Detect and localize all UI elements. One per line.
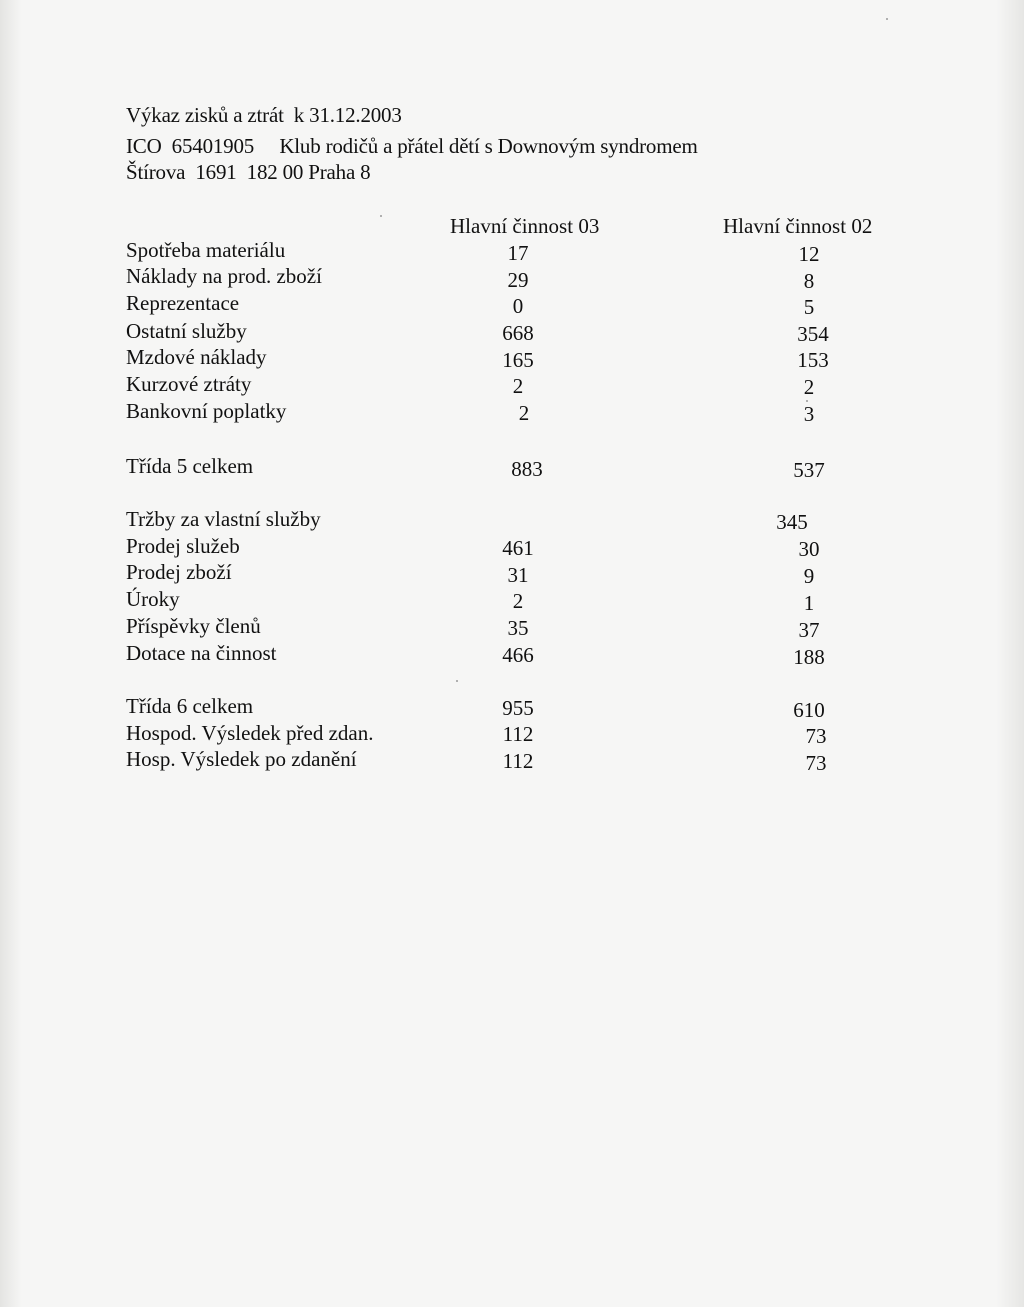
value-02: 5 — [803, 295, 815, 319]
value-02: 354 — [797, 322, 829, 346]
scan-speck — [456, 680, 458, 682]
value-02: 73 — [805, 724, 827, 748]
address-line: Štírova 1691 182 00 Praha 8 — [126, 160, 371, 184]
row-label: Hospod. Výsledek před zdan. — [126, 721, 374, 745]
row-label: Ostatní služby — [126, 319, 247, 343]
column-header-02: Hlavní činnost 02 — [723, 214, 873, 238]
value-03: 35 — [507, 616, 529, 640]
row-label: Třída 6 celkem — [126, 694, 254, 718]
value-03: 883 — [511, 457, 543, 481]
row-label: Mzdové náklady — [126, 345, 267, 369]
row-label: Tržby za vlastní služby — [126, 507, 321, 531]
scan-edge-right — [996, 0, 1024, 1307]
value-02: 37 — [798, 618, 820, 642]
value-02: 73 — [805, 751, 827, 775]
value-02: 12 — [798, 242, 820, 266]
row-label: Bankovní poplatky — [126, 399, 287, 423]
value-03: 955 — [502, 696, 534, 720]
scan-speck — [380, 215, 382, 217]
row-label: Třída 5 celkem — [126, 454, 254, 478]
value-03: 165 — [502, 348, 534, 372]
row-label: Spotřeba materiálu — [126, 238, 286, 262]
row-label: Prodej zboží — [126, 560, 232, 584]
row-label: Reprezentace — [126, 291, 240, 315]
value-03: 112 — [502, 749, 534, 773]
value-03: 2 — [512, 374, 524, 398]
value-02: 345 — [776, 510, 808, 534]
value-03: 668 — [502, 321, 534, 345]
value-02: 610 — [793, 698, 825, 722]
row-label: Příspěvky členů — [126, 614, 261, 638]
value-03: 112 — [502, 722, 534, 746]
value-02: 153 — [797, 348, 829, 372]
row-label: Úroky — [126, 587, 180, 611]
scan-speck — [886, 18, 888, 20]
row-label: Prodej služeb — [126, 534, 240, 558]
scan-speck — [806, 400, 808, 402]
organization-line: ICO 65401905 Klub rodičů a přátel dětí s Downovým syndromem — [126, 134, 698, 158]
column-header-03: Hlavní činnost 03 — [450, 214, 600, 238]
value-03: 17 — [507, 241, 529, 265]
row-label: Hosp. Výsledek po zdanění — [126, 747, 357, 771]
row-label: Náklady na prod. zboží — [126, 264, 322, 288]
value-02: 188 — [793, 645, 825, 669]
document-title: Výkaz zisků a ztrát k 31.12.2003 — [126, 103, 402, 127]
value-03: 0 — [512, 294, 524, 318]
value-02: 537 — [793, 458, 825, 482]
value-03: 31 — [507, 563, 529, 587]
value-03: 466 — [502, 643, 534, 667]
row-label: Dotace na činnost — [126, 641, 277, 665]
value-02: 1 — [803, 591, 815, 615]
value-02: 8 — [803, 269, 815, 293]
value-02: 9 — [803, 564, 815, 588]
value-03: 29 — [507, 268, 529, 292]
value-03: 461 — [502, 536, 534, 560]
value-03: 2 — [518, 401, 530, 425]
value-02: 2 — [803, 375, 815, 399]
value-02: 3 — [803, 402, 815, 426]
value-02: 30 — [798, 537, 820, 561]
row-label: Kurzové ztráty — [126, 372, 252, 396]
value-03: 2 — [512, 589, 524, 613]
scan-edge-left — [0, 0, 22, 1307]
